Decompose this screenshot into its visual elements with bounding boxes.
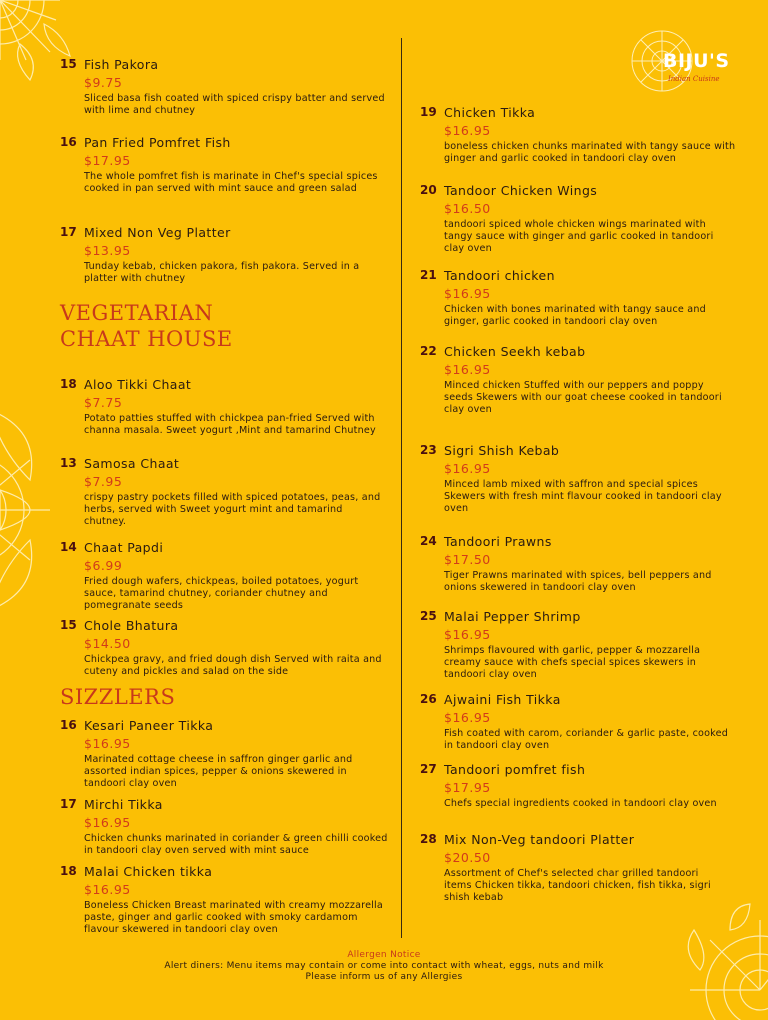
item-price: $16.95 [84,882,131,897]
item-name: Chaat Papdi [84,540,164,555]
item-name: Kesari Paneer Tikka [84,718,214,733]
item-number: 15 [60,57,77,71]
allergen-notice-line-2: Please inform us of any Allergies [305,972,463,982]
item-name: Malai Chicken tikka [84,864,213,879]
item-description: Potato patties stuffed with chickpea pan-fried Served with channa masala. Sweet yogurt ,Mint and tamarind Chutney [84,413,376,436]
item-name: Ajwaini Fish Tikka [444,692,561,707]
mandala-left-icon [0,390,70,630]
item-number: 15 [60,618,77,632]
item-price: $7.95 [84,474,123,489]
item-number: 19 [420,105,437,119]
item-number: 26 [420,692,437,706]
item-number: 24 [420,534,437,548]
section-title-vegetarian: VEGETARIAN CHAAT HOUSE [60,301,233,351]
item-name: Tandoori Prawns [444,534,552,549]
item-name: Mixed Non Veg Platter [84,225,231,240]
item-description: Sliced basa fish coated with spiced crispy batter and served with lime and chutney [84,93,385,116]
item-name: Chole Bhatura [84,618,179,633]
item-price: $6.99 [84,558,123,573]
item-name: Aloo Tikki Chaat [84,377,192,392]
item-price: $16.50 [444,201,491,216]
item-price: $16.95 [444,627,491,642]
item-description: tandoori spiced whole chicken wings marinated with tangy sauce with ginger and garlic cooked in tandoori clay oven [444,219,714,254]
item-description: Minced lamb mixed with saffron and special spices Skewers with fresh mint flavour cooked in tandoori clay oven [444,479,722,514]
item-name: Sigri Shish Kebab [444,443,560,458]
item-price: $13.95 [84,243,131,258]
item-number: 23 [420,443,437,457]
item-number: 28 [420,832,437,846]
item-price: $9.75 [84,75,123,90]
item-number: 17 [60,797,77,811]
brand-name: BIJU'S [663,50,730,72]
item-price: $16.95 [444,286,491,301]
item-number: 18 [60,864,77,878]
item-name: Tandoor Chicken Wings [444,183,598,198]
item-number: 16 [60,135,77,149]
item-description: Boneless Chicken Breast marinated with creamy mozzarella paste, ginger and garlic cooked with smoky cardamom flavour skewered in tandoori clay oven [84,900,383,935]
item-description: Assortment of Chef's selected char grilled tandoori items Chicken tikka, tandoori chicken, fish tikka, sigri shish kebab [444,868,711,903]
allergen-notice-title: Allergen Notice [347,950,421,960]
item-description: The whole pomfret fish is marinate in Chef's special spices cooked in pan served with mint sauce and green salad [84,171,378,194]
item-name: Mix Non-Veg tandoori Platter [444,832,635,847]
item-description: Marinated cottage cheese in saffron ginger garlic and assorted indian spices, pepper & onions skewered in tandoori clay oven [84,754,353,789]
item-price: $16.95 [444,710,491,725]
item-price: $20.50 [444,850,491,865]
item-name: Chicken Seekh kebab [444,344,586,359]
item-description: Tiger Prawns marinated with spices, bell peppers and onions skewered in tandoori clay oven [444,570,712,593]
item-description: Fried dough wafers, chickpeas, boiled potatoes, yogurt sauce, tamarind chutney, coriander chutney and pomegranate seeds [84,576,359,611]
item-price: $16.95 [444,123,491,138]
item-description: Chefs special ingredients cooked in tandoori clay oven [444,798,717,809]
item-number: 17 [60,225,77,239]
item-price: $17.50 [444,552,491,567]
item-number: 13 [60,456,77,470]
item-description: Shrimps flavoured with garlic, pepper & mozzarella creamy sauce with chefs special spices skewers in tandoori clay oven [444,645,701,680]
item-number: 21 [420,268,437,282]
item-description: Fish coated with carom, coriander & garlic paste, cooked in tandoori clay oven [444,728,728,751]
item-number: 14 [60,540,77,554]
item-number: 16 [60,718,77,732]
item-price: $17.95 [444,780,491,795]
item-name: Samosa Chaat [84,456,180,471]
item-description: Minced chicken Stuffed with our peppers and poppy seeds Skewers with our goat cheese cooked in tandoori clay oven [444,380,722,415]
item-name: Mirchi Tikka [84,797,163,812]
item-price: $17.95 [84,153,131,168]
item-price: $16.95 [84,736,131,751]
item-description: Chicken with bones marinated with tangy sauce and ginger, garlic cooked in tandoori clay oven [444,304,706,327]
item-price: $16.95 [444,461,491,476]
mandala-bottom-right-icon [670,900,768,1020]
item-price: $16.95 [444,362,491,377]
item-description: boneless chicken chunks marinated with tangy sauce with ginger and garlic cooked in tandoori clay oven [444,141,736,164]
item-number: 27 [420,762,437,776]
item-description: Tunday kebab, chicken pakora, fish pakora. Served in a platter with chutney [84,261,360,284]
item-price: $14.50 [84,636,131,651]
item-price: $16.95 [84,815,131,830]
item-number: 25 [420,609,437,623]
item-description: crispy pastry pockets filled with spiced potatoes, peas, and herbs, served with Sweet yogurt mint and tamarind chutney. [84,492,381,527]
item-number: 18 [60,377,77,391]
column-divider [401,38,402,938]
item-number: 20 [420,183,437,197]
item-name: Fish Pakora [84,57,159,72]
section-title-sizzlers: SIZZLERS [60,685,176,709]
item-price: $7.75 [84,395,123,410]
brand-tagline: Indian Cuisine [668,75,720,83]
item-name: Pan Fried Pomfret Fish [84,135,231,150]
item-number: 22 [420,344,437,358]
item-description: Chickpea gravy, and fried dough dish Served with raita and cuteny and pickles and salad on the side [84,654,382,677]
item-description: Chicken chunks marinated in coriander & green chilli cooked in tandoori clay oven served with mint sauce [84,833,388,856]
item-name: Chicken Tikka [444,105,536,120]
item-name: Tandoori pomfret fish [444,762,586,777]
item-name: Malai Pepper Shrimp [444,609,581,624]
allergen-notice-line-1: Alert diners: Menu items may contain or come into contact with wheat, eggs, nuts and milk [164,961,604,971]
item-name: Tandoori chicken [444,268,555,283]
